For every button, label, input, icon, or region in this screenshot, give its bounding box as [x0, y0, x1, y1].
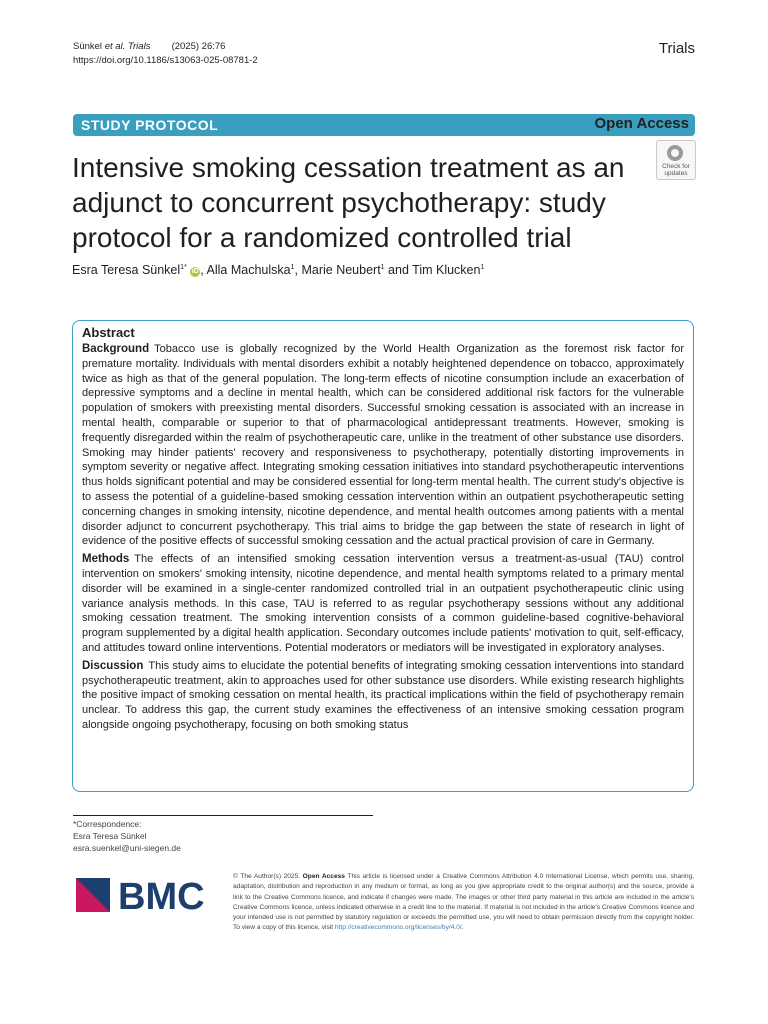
article-type-label: STUDY PROTOCOL — [81, 117, 219, 133]
author-name[interactable]: , Alla Machulska — [200, 263, 291, 277]
methods-text: The effects of an intensified smoking cessation intervention versus a treatment-as-usual (TAU) control intervention on smokers' smoking intensity, nicotine dependence, and mental health symptoms related to a primary mental disorder will be examined in a single-center randomized controlled trial in an outpatient psychotherapeutic clinic using variance analysis methods. In this case, TAU is referred to as regular psychotherapy sessions without any additional smoking cessation treatment. The smoking intervention consists of a common guideline-based cognitive-behavioral program supplemented by a digital health application. Secondary outcomes include patients' motivation to quit, self-efficacy, and attitudes toward online interventions. Potential moderators or mediators will be investigated in exploratory analyses. — [82, 553, 684, 654]
journal-name: Trials — [658, 40, 695, 57]
citation-etal: et al. Trials — [104, 41, 151, 52]
check-updates-icon — [667, 145, 683, 161]
author-name[interactable]: Esra Teresa Sünkel — [72, 263, 181, 277]
bmc-logo — [76, 876, 212, 914]
citation-year: (2025) 26:76 — [171, 41, 226, 52]
author-affiliation: 1 — [480, 263, 485, 271]
abstract-methods — [82, 552, 684, 656]
open-access-label: Open Access — [594, 115, 689, 132]
article-type-band — [73, 114, 695, 136]
abstract-box — [72, 320, 694, 792]
author-list — [72, 263, 484, 277]
author-name[interactable]: and Tim Klucken — [384, 263, 481, 277]
abstract-discussion — [82, 659, 684, 733]
citation-authors: Sünkel — [73, 41, 105, 52]
correspondence-note — [73, 818, 181, 854]
license-link[interactable]: http://creativecommons.org/licenses/by/4.0/ — [334, 924, 462, 932]
bmc-logo-icon — [76, 876, 212, 914]
footnote-divider — [73, 815, 373, 816]
methods-label: Methods — [82, 553, 130, 566]
bmc-logo-text: BMC — [118, 876, 205, 914]
check-updates-label: Check for updates — [662, 163, 690, 177]
discussion-label: Discussion — [82, 659, 144, 672]
background-label: Background — [82, 343, 150, 355]
doi-link[interactable]: https://doi.org/10.1186/s13063-025-08781-2 — [73, 55, 258, 66]
author-affiliation: 1 — [380, 263, 385, 271]
correspondence-label: *Correspondence: — [73, 819, 142, 829]
correspondence-email[interactable]: esra.suenkel@uni-siegen.de — [73, 843, 181, 853]
background-text: Tobacco use is globally recognized by the World Health Organization as the foremost risk factor for premature mortality. Individuals with mental disorders exhibit a notably heightened dependence on tobacco, approximately twice as high as that of the general population. The long-term effects of nicotine consumption include an exacerbation of depressive symptoms and a decline in mental health, which can be considered additional risk factors for the vulnerable population of smokers with preexisting mental disorders. Successful smoking cessation is associated with an increase in mental health, comparable or superior to that of pharmacological antidepressant treatments. However, smoking is frequently disregarded within the realm of psychotherapeutic care, unlike in the treatment of other substance use disorders. Smoking may hinder patients' recovery and responsiveness to psychotherapy, potentially distorting improvements in symptom severity or negative affect. Integrating smoking cessation initiatives into standard psychotherapeutic interventions thus holds significant potential and may be considered essential for long-term mental health. The current study's objective is to assess the potential of a guideline-based smoking cessation intervention within an outpatient psychotherapeutic setting concerning changes in smoking intensity, nicotine dependence, and mental health outcomes among patients with a mental disorder adjunct to concurrent psychotherapy. This trial aims to bridge the gap between the state of research in light of evidence of the positive effects of successful smoking cessation and the actual practical provision of care in Germany. — [82, 343, 684, 548]
citation-header — [73, 40, 258, 68]
check-for-updates-button[interactable] — [656, 140, 696, 180]
license-open-access: Open Access — [302, 873, 345, 880]
discussion-text: This study aims to elucidate the potential benefits of integrating smoking cessation interventions into standard psychotherapeutic treatment, akin to approaches used for other substance use disorders. While existing research highlights the positive impact of smoking cessation on mental health, its practical implications within the field of psychotherapy remain unclear. To address this gap, the current study examines the effectiveness of an intensive smoking cessation program alongside ongoing psychotherapy, focusing on both smoking status — [82, 659, 684, 731]
author-affiliation: 1 — [290, 263, 295, 271]
abstract-background — [82, 342, 684, 549]
license-text: © The Author(s) 2025. Open Access This article is licensed under a Creative Commons Attribution 4.0 International License, which permits use, sharing, adaptation, distribution and reproduction in any medium or format, as long as you give appropriate credit to the original author(s) and the source, provide a link to the Creative Commons licence, and indicate if changes were made. The images or other third party material in this article are included in the article's Creative Commons licence, unless indicated otherwise in a credit line to the material. If material is not included in the article's Creative Commons licence and your intended use is not permitted by statutory regulation or exceeds the permitted use, you will need to obtain permission directly from the copyright holder. To view a copy of this licence, visit http://creativecommons.org/licenses/by/4.0/. — [233, 873, 694, 932]
abstract-heading: Abstract — [82, 325, 135, 340]
article-title: Intensive smoking cessation treatment as an adjunct to concurrent psychotherapy: study protocol for a randomized controlled trial — [72, 152, 625, 253]
correspondence-name: Esra Teresa Sünkel — [73, 831, 147, 841]
orcid-icon[interactable]: iD — [191, 268, 199, 275]
author-name[interactable]: , Marie Neubert — [294, 263, 381, 277]
author-affiliation: 1* — [180, 263, 187, 271]
